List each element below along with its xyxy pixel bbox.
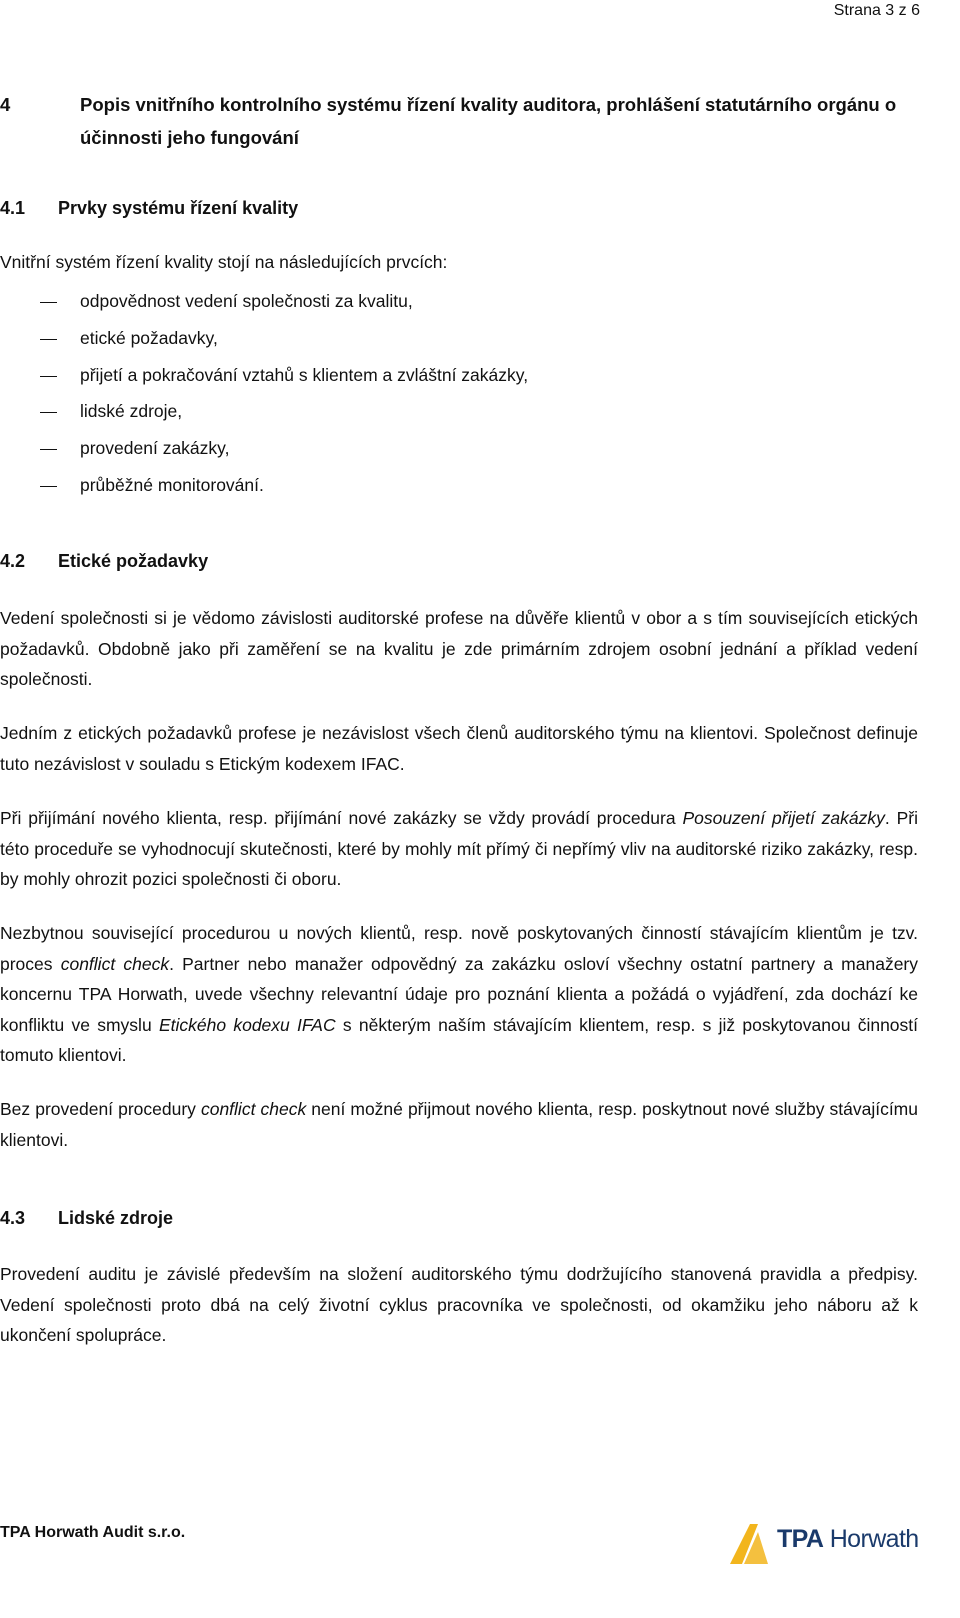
section-4-2-heading bbox=[0, 551, 209, 572]
emphasis-text: Posouzení přijetí zakázky bbox=[682, 808, 885, 828]
section-4-1-title: Prvky systému řízení kvality bbox=[58, 198, 299, 218]
section-4-number: 4 bbox=[0, 94, 11, 115]
section-4-2-title: Etické požadavky bbox=[58, 551, 209, 571]
logo-wordmark: TPA Horwath bbox=[777, 1525, 919, 1553]
footer-company-name: TPA Horwath Audit s.r.o. bbox=[0, 1524, 186, 1541]
section-4-3-heading bbox=[0, 1208, 174, 1229]
dash-bullet-icon bbox=[40, 339, 57, 340]
emphasis-text: conflict check bbox=[200, 1099, 307, 1119]
page-number: Strana 3 z 6 bbox=[833, 2, 920, 19]
dash-bullet-icon bbox=[40, 412, 57, 413]
paragraph-ethics-4: Nezbytnou související procedurou u nových klientů, resp. nově poskytovaných činností stávajícím klientům je tzv. proces conflict check. Partner nebo manažer odpovědný za zakázku osloví všechny ostatní partnery a manažery koncernu TPA Horwath, uvede všechny relevantní údaje pro poznání klienta a požádá o vyjádření, zda dochází ke konfliktu ve smyslu Etického kodexu IFAC s některým naším stávajícím klientem, resp. s již poskytovanou činností tomuto klientovi. bbox=[0, 923, 919, 1066]
section-4-2-number: 4.2 bbox=[0, 551, 26, 571]
tpa-horwath-logo-icon bbox=[728, 1520, 776, 1566]
paragraph-ethics-1: Vedení společnosti si je vědomo závislosti auditorské profese na důvěře klientů v obor a s tím souvisejících etických požadavků. Obdobně jako při zaměření se na kvalitu je zde primárním zdrojem osobní jednání a příklad vedení společnosti. bbox=[0, 608, 918, 690]
section-4-title: Popis vnitřního kontrolního systému řízení kvality auditora, prohlášení statutárního orgánu o účinnosti jeho fungování bbox=[80, 94, 897, 148]
emphasis-text: Etického kodexu IFAC bbox=[158, 1014, 336, 1035]
paragraph-ethics-2: Jedním z etických požadavků profese je nezávislost všech členů auditorského týmu na klientovi. Společnost definuje tuto nezávislost v souladu s Etickým kodexem IFAC. bbox=[0, 723, 918, 774]
paragraph-hr-1: Provedení auditu je závislé především na složení auditorského týmu dodržujícího stanovená pravidla a předpisy. Vedení společnosti proto dbá na celý životní cyklus pracovníka ve společnosti, od okamžiku jeho náboru až k ukončení spolupráce. bbox=[0, 1264, 918, 1346]
dash-bullet-icon bbox=[40, 376, 57, 377]
dash-bullet-icon bbox=[40, 449, 57, 450]
section-4-1-heading bbox=[0, 198, 299, 219]
tpa-horwath-logo bbox=[728, 1520, 928, 1570]
paragraph-ethics-5: Bez provedení procedury conflict check není možné přijmout nového klienta, resp. poskytnout nové služby stávajícímu klientovi. bbox=[0, 1099, 918, 1150]
section-4-3-number: 4.3 bbox=[0, 1208, 26, 1228]
section-4-1-number: 4.1 bbox=[0, 198, 26, 218]
emphasis-text: conflict check bbox=[60, 953, 170, 974]
section-4-1-intro: Vnitřní systém řízení kvality stojí na následujících prvcích: bbox=[0, 252, 448, 272]
paragraph-ethics-3: Při přijímání nového klienta, resp. přijímání nové zakázky se vždy provádí procedura Posouzení přijetí zakázky. Při této proceduře se vyhodnocují skutečnosti, které by mohly mít přímý či nepřímý vliv na auditorské riziko zakázky, resp. by mohly ohrozit pozici společnosti či oboru. bbox=[0, 808, 918, 890]
dash-bullet-icon bbox=[40, 486, 57, 487]
section-4-heading bbox=[0, 88, 918, 154]
section-4-3-title: Lidské zdroje bbox=[58, 1208, 174, 1228]
dash-bullet-icon bbox=[40, 302, 57, 303]
